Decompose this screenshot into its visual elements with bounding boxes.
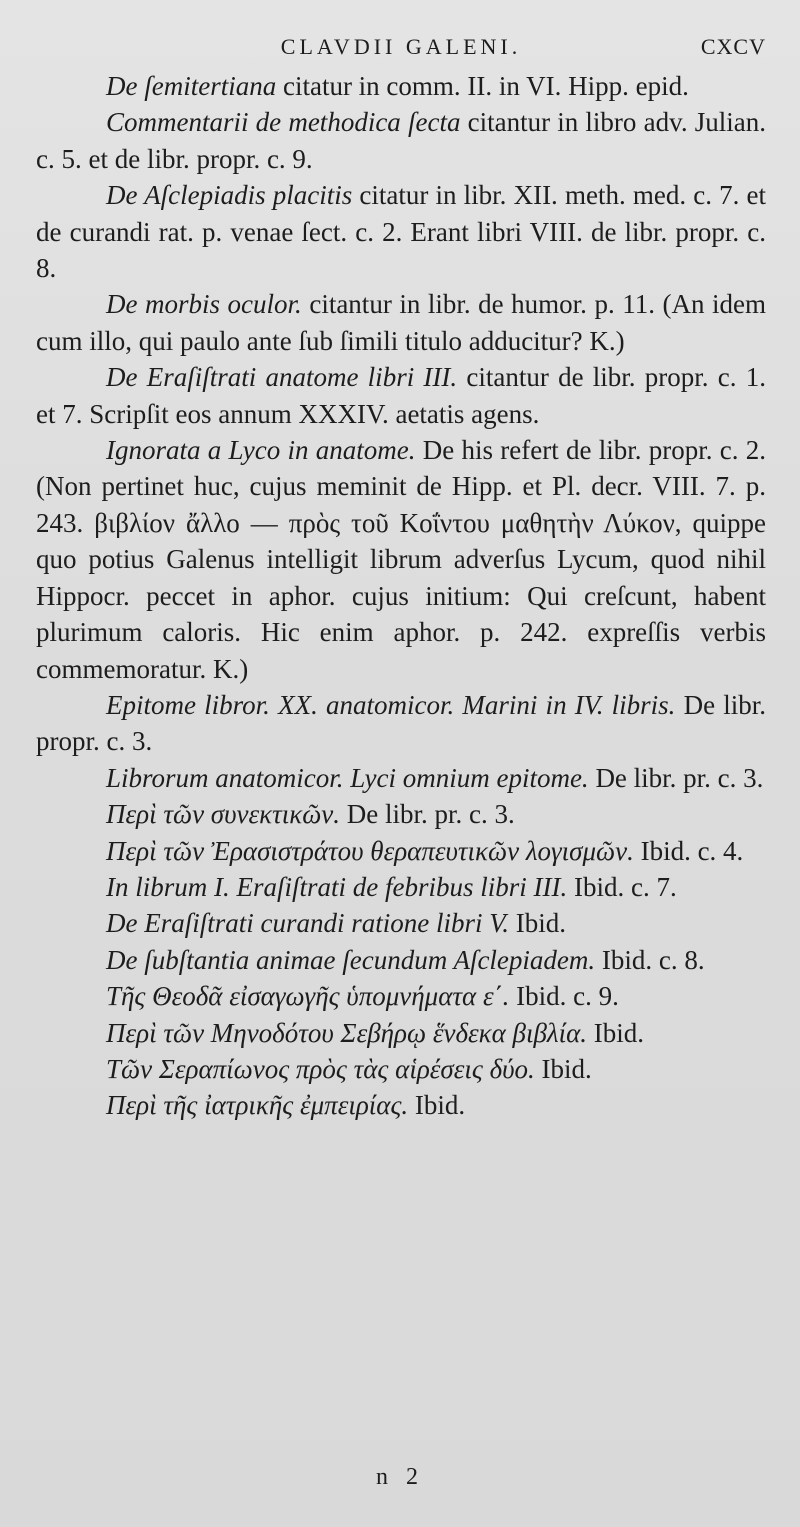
entry-text: Ibid. c. 7. [567, 871, 677, 902]
entry-11 [36, 869, 766, 905]
page-body [36, 68, 766, 1124]
entry-text: citatur in libr. XII. meth. med. c. 7. et de curandi rat. p. venae ſect. c. 2. Erant libri VIII. de libr. propr. c. 8. [36, 180, 766, 284]
entry-7 [36, 687, 766, 760]
entry-10 [36, 833, 766, 869]
entry-title: Epitome libror. XX. anatomicor. Marini in IV. libris. [106, 689, 676, 720]
page-header [36, 28, 766, 68]
entry-5 [36, 359, 766, 432]
entry-text: Ibid. c. 4. [633, 835, 744, 866]
entry-text: citantur de libr. propr. c. 1. et 7. Scripſit eos annum XXXIV. aetatis agens. [36, 362, 766, 429]
entry-15 [36, 1015, 766, 1051]
entry-3 [36, 177, 766, 286]
entry-1 [36, 68, 766, 104]
entry-text: citantur in libro adv. Julian. c. 5. et de libr. propr. c. 9. [36, 107, 766, 174]
entry-title: De ſemitertiana [106, 71, 277, 101]
entry-title: De Aſclepiadis placitis [106, 180, 353, 211]
entry-9 [36, 796, 766, 832]
entry-title: Commentarii de methodica ſecta [106, 107, 461, 138]
entry-14 [36, 978, 766, 1014]
entry-text: Ibid. [408, 1090, 466, 1121]
entry-text: citantur in libr. de humor. p. 11. (An idem cum illo, qui paulo ante ſub ſimili titulo adducitur? K.) [36, 289, 766, 356]
entry-title: De morbis oculor. [106, 289, 302, 320]
entry-title: Τῆς Θεοδᾶ εἰσαγωγῆς ὑπομνήματα ε΄. [106, 981, 510, 1012]
entry-8 [36, 760, 766, 796]
signature-mark: n 2 [376, 1464, 424, 1490]
entry-title: De ſubſtantia animae ſecundum Aſclepiadem. [106, 944, 596, 975]
entry-text: De libr. propr. c. 3. [36, 689, 766, 757]
entry-title: In librum I. Eraſiſtrati de febribus libri III. [106, 871, 568, 902]
entry-title: Librorum anatomicor. Lyci omnium epitome. [106, 762, 589, 793]
entry-text: citatur in comm. II. in VI. Hipp. epid. [276, 71, 689, 101]
entry-text: Ibid. c. 9. [509, 981, 619, 1012]
entry-text: Ibid. c. 8. [595, 944, 705, 975]
entry-2 [36, 104, 766, 177]
entry-title: Περὶ τῶν Ἐρασιστράτου θεραπευτικῶν λογισμῶν. [106, 835, 634, 866]
entry-text: De libr. pr. c. 3. [588, 762, 764, 793]
page-number: CXCV [700, 34, 766, 59]
entry-title: Περὶ τῶν συνεκτικῶν. [106, 799, 341, 830]
entry-title: De Eraſiſtrati curandi ratione libri V. [106, 908, 510, 939]
entry-13 [36, 942, 766, 978]
entry-title: Τῶν Σεραπίωνος πρὸς τὰς αἱρέσεις δύο. [106, 1053, 535, 1084]
entry-text: Ibid. [534, 1053, 592, 1084]
running-title: CLAVDII GALENI. [280, 34, 522, 59]
entry-text: Ibid. [587, 1017, 645, 1048]
entry-title: Περὶ τῆς ἰατρικῆς ἐμπειρίας. [106, 1090, 409, 1121]
entry-text: Ibid. [509, 908, 567, 939]
entry-title: Ignorata a Lyco in anatome. [106, 435, 416, 466]
entry-17 [36, 1087, 766, 1123]
entry-4 [36, 286, 766, 359]
entry-text: De libr. pr. c. 3. [340, 799, 515, 830]
entry-title: De Eraſiſtrati anatome libri III. [106, 362, 458, 393]
entry-12 [36, 905, 766, 941]
entry-16 [36, 1051, 766, 1087]
entry-title: Περὶ τῶν Μηνοδότου Σεβήρῳ ἕνδεκα βιβλία. [106, 1017, 588, 1048]
entry-6 [36, 432, 766, 687]
entry-text: De his refert de libr. propr. c. 2. (Non pertinet huc, cujus meminit de Hipp. et Pl. decr. VIII. 7. p. 243. βιβλίον ἄλλο — πρὸς τοῦ Κοΐντου μαθητὴν Λύκον, quippe quo potius Galenus intelligit librum adverſus Lycum, quod nihil Hippocr. peccet in aphor. cujus initium: Qui creſcunt, habent plurimum caloris. Hic enim aphor. p. 242. expreſſis verbis commemoratur. K.) [36, 435, 766, 684]
